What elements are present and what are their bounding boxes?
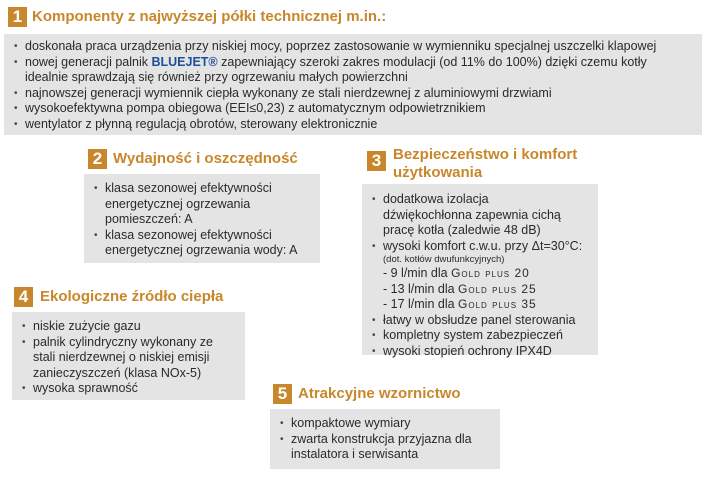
- flow-value: - 13 l/min dla: [383, 281, 459, 296]
- section-2-number: 2: [88, 149, 107, 169]
- section-1-box: [4, 34, 702, 135]
- title-line: użytkowania: [393, 164, 483, 181]
- section-4-list: [20, 319, 242, 397]
- section-4-box: [12, 312, 245, 400]
- flow-row: [370, 266, 596, 282]
- model-name: Gold plus 35: [458, 297, 537, 311]
- section-2-box: [84, 174, 320, 263]
- line: dodatkowa izolacja: [383, 192, 489, 206]
- bluejet-text-before: nowej generacji palnik: [25, 54, 152, 69]
- list-item: • wysoka sprawność: [20, 381, 242, 397]
- list-item: • łatwy w obsłudze panel sterowania: [370, 313, 596, 329]
- list-item: • najnowszej generacji wymiennik ciepła wykonany ze stali nierdzewnej z aluminiowymi drzwiami: [12, 86, 700, 102]
- list-item: • wysoki stopień ochrony IPX4D: [370, 344, 596, 360]
- line: pomieszczeń: A: [105, 212, 193, 226]
- list-item: • wysoki komfort c.w.u. przy Δt=30°C:: [370, 239, 596, 255]
- section-5-list: [278, 416, 498, 463]
- model-name: Gold plus 25: [458, 281, 537, 296]
- line: palnik cylindryczny wykonany ze: [33, 334, 213, 349]
- line: energetycznej ogrzewania: [105, 196, 251, 211]
- list-item: [370, 192, 596, 239]
- section-3-number: 3: [367, 151, 386, 171]
- list-item: [92, 228, 316, 259]
- bluejet-brand: BLUEJET®: [151, 54, 218, 69]
- list-item: [92, 181, 316, 228]
- line: energetycznej ogrzewania wody: A: [105, 243, 298, 257]
- list-item: • wysokoefektywna pompa obiegowa (EEI≤0,23) z automatycznym odpowietrznikiem: [12, 101, 700, 117]
- section-1-number: 1: [8, 7, 27, 27]
- line: klasa sezonowej efektywności: [105, 181, 272, 195]
- line: zanieczyszczeń (klasa NOx-5): [33, 365, 202, 380]
- line: stali nierdzewnej o niskiej emisji: [33, 350, 210, 364]
- list-item: • kompaktowe wymiary: [278, 416, 498, 432]
- section-1-list: [12, 39, 700, 132]
- list-item: • wentylator z płynną regulacją obrotów, sterowany elektronicznie: [12, 117, 700, 133]
- section-4-title: Ekologiczne źródło ciepła: [40, 288, 224, 305]
- flow-row: [370, 297, 596, 313]
- section-5-title: Atrakcyjne wzornictwo: [298, 385, 461, 402]
- line: klasa sezonowej efektywności: [105, 227, 272, 242]
- section-2-title: Wydajność i oszczędność: [113, 150, 298, 167]
- model-name: Gold plus 20: [451, 266, 530, 280]
- line: pracę kotła (zaledwie 48 dB): [383, 223, 541, 237]
- list-item: [278, 432, 498, 463]
- section-3-title: [393, 146, 577, 182]
- section-5-box: [270, 409, 500, 469]
- note: (dot. kotłów dwufunkcyjnych): [383, 254, 505, 265]
- section-2-list: [92, 181, 316, 259]
- title-line: Bezpieczeństwo i komfort: [393, 146, 578, 163]
- flow-value: - 17 l/min dla: [383, 297, 459, 311]
- section-3-list: [370, 192, 596, 359]
- list-item: • kompletny system zabezpieczeń: [370, 328, 596, 344]
- line: instalatora i serwisanta: [291, 447, 419, 461]
- section-3-box: [362, 184, 598, 358]
- list-item-bluejet: [12, 55, 700, 86]
- section-5-number: 5: [273, 384, 292, 404]
- list-item: • doskonała praca urządzenia przy niskiej mocy, poprzez zastosowanie w wymienniku specjalnej uszczelki klapowej: [12, 39, 700, 55]
- bluejet-text-line2: idealnie sprawdzają się również przy ogrzewaniu małych powierzchni: [25, 70, 408, 84]
- bluejet-text-after: zapewniający szeroki zakres modulacji (od 11% do 100%) dzięki czemu kotły: [217, 54, 647, 69]
- section-1-title: Komponenty z najwyższej półki technicznej m.in.:: [32, 8, 387, 25]
- list-item: • niskie zużycie gazu: [20, 319, 242, 335]
- flow-row: [370, 282, 596, 298]
- section-4-number: 4: [14, 287, 33, 307]
- line: dźwiękochłonna zapewnia cichą: [383, 207, 561, 222]
- list-item: [20, 335, 242, 382]
- line: zwarta konstrukcja przyjazna dla: [291, 431, 472, 446]
- flow-value: - 9 l/min dla: [383, 266, 452, 280]
